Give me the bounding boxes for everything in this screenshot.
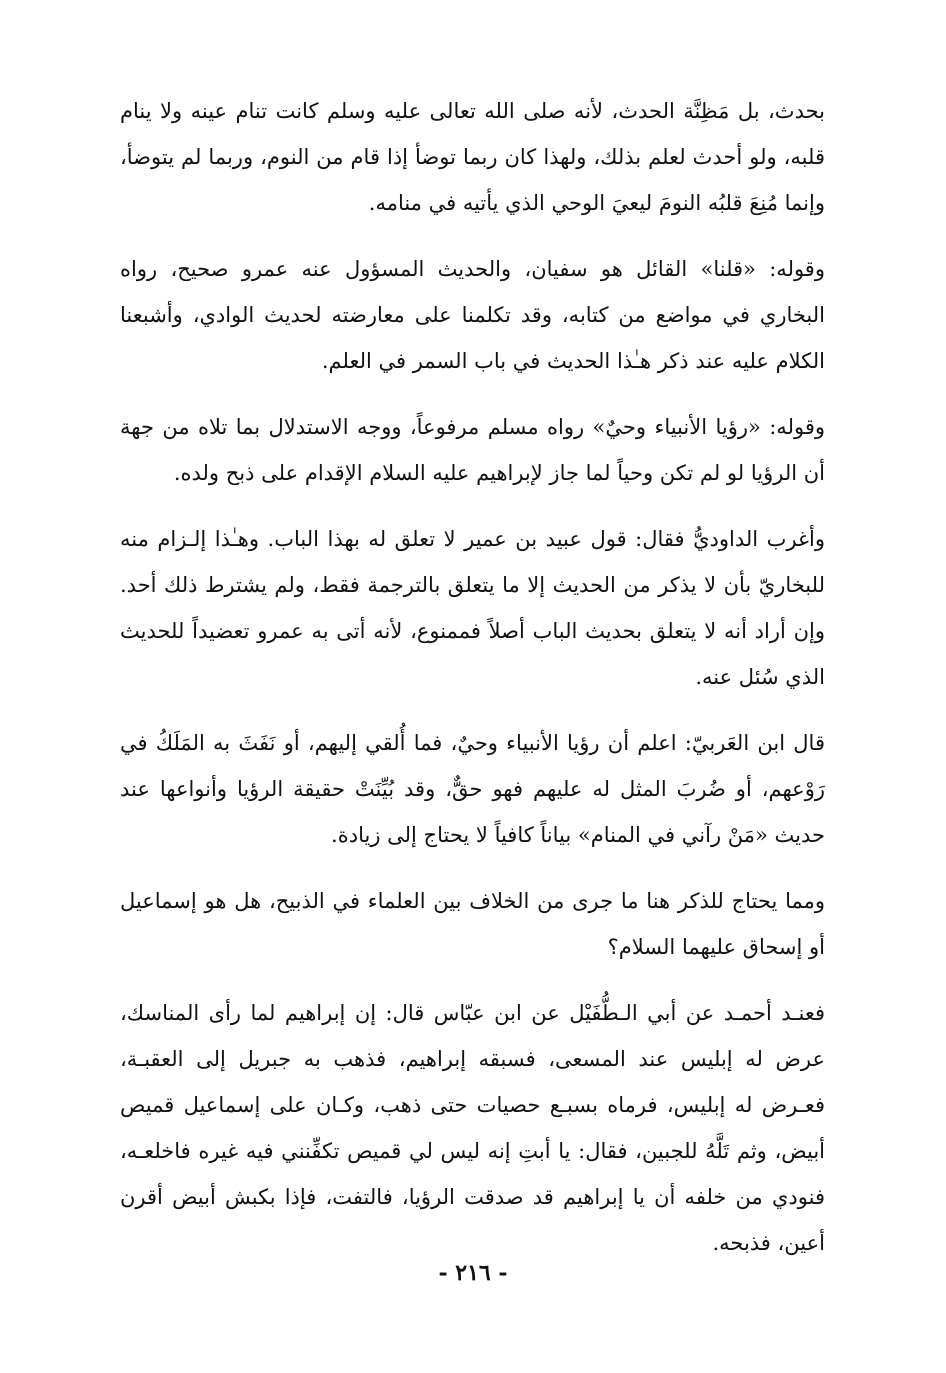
paragraph-4: وأغرب الداوديُّ فقال: قول عبيد بن عمير لا تعلق له بهذا الباب. وهـٰذا إلـزام منه للبخاريّ بأن لا يذكر من الحديث إلا ما يتعلق بالترجمة فقط، ولم يشترط ذلك أحد. وإن أراد أنه لا يتعلق بحديث الباب أصلاً فممنوع، لأنه أتى به عمرو تعضيداً للحديث الذي سُئل عنه. <box>120 527 825 689</box>
paragraph-6: ومما يحتاج للذكر هنا ما جرى من الخلاف بين العلماء في الذبيح، هل هو إسماعيل أو إسحاق عليهما السلام؟ <box>120 889 825 959</box>
page-body <box>120 88 825 1266</box>
paragraph-5: قال ابن العَربيّ: اعلم أن رؤيا الأنبياء وحيٌ، فما أُلقي إليهم، أو نَفَثَ به المَلَكُ في رَوْعهم، أو ضُربَ المثل له عليهم فهو حقٌّ، وقد بُيِّنَتْ حقيقة الرؤيا وأنواعها عند حديث «مَنْ رآني في المنام» بياناً كافياً لا يحتاج إلى زيادة. <box>120 731 825 847</box>
paragraph-2: وقوله: «قلنا» القائل هو سفيان، والحديث المسؤول عنه عمرو صحيح، رواه البخاري في مواضع من كتابه، وقد تكلمنا على معارضته لحديث الوادي، وأشبعنا الكلام عليه عند ذكر هـٰذا الحديث في باب السمر في العلم. <box>120 257 825 373</box>
page-number: - ٢١٦ - <box>438 1260 508 1286</box>
paragraph-3: وقوله: «رؤيا الأنبياء وحيٌ» رواه مسلم مرفوعاً، ووجه الاستدلال بما تلاه من جهة أن الرؤيا لو لم تكن وحياً لما جاز لإبراهيم عليه السلام الإقدام على ذبح ولده. <box>120 415 825 485</box>
paragraph-7: فعنـد أحمـد عن أبي الـطُّفَيْل عن ابن عبّاس قال: إن إبراهيم لما رأى المناسك، عرض له إبليس عند المسعى، فسبقه إبراهيم، فذهب به جبريل إلى العقبـة، فعـرض له إبليس، فرماه بسبـع حصيات حتى ذهب، وكـان على إسماعيل قميص أبيض، وثم تَلَّهُ للجبين، فقال: يا أبتِ إنه ليس لي قميص تكفِّنني فيه غيره فاخلعـه، فنودي من خلفه أن يا إبراهيم قد صدقت الرؤيا، فالتفت، فإذا بكبش أبيض أقرن أعين، فذبحه. <box>120 1001 825 1255</box>
paragraph-1: بحدث، بل مَظِنَّة الحدث، لأنه صلى الله تعالى عليه وسلم كانت تنام عينه ولا ينام قلبه، ولو أحدث لعلم بذلك، ولهذا كان ربما توضأ إذا قام من النوم، وربما لم يتوضأ، وإنما مُنِعَ قلبُه النومَ ليعيَ الوحي الذي يأتيه في منامه. <box>120 99 825 215</box>
